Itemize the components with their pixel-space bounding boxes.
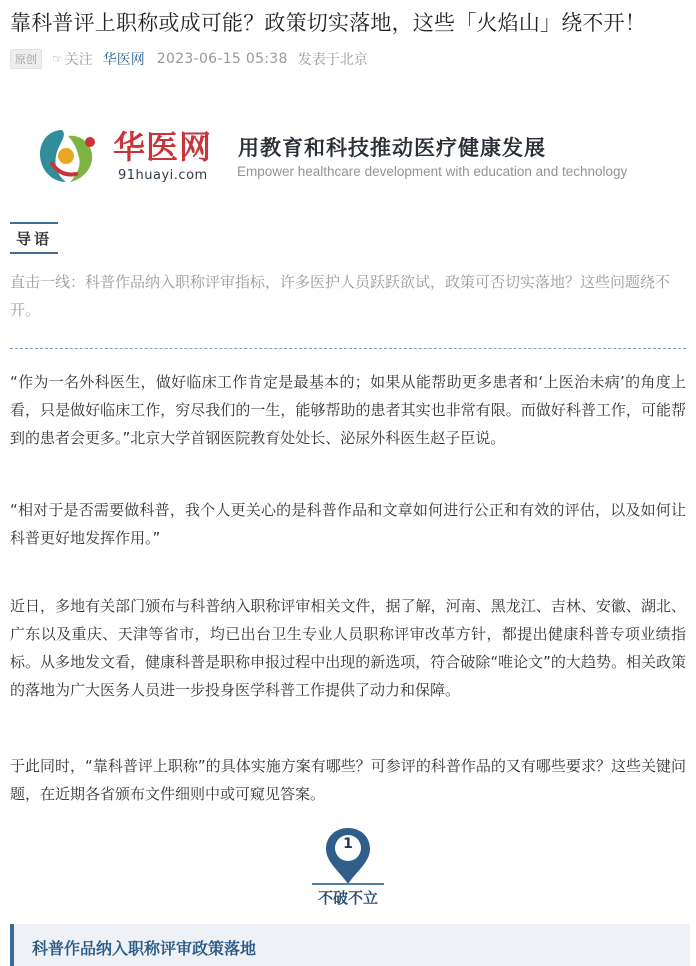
- dashed-divider: [10, 348, 686, 349]
- original-badge: 原创: [10, 49, 42, 69]
- brand-name-cn: 华医网: [113, 128, 213, 166]
- section-subheading: [10, 924, 690, 966]
- subheading-text: 科普作品纳入职称评审政策落地: [32, 939, 257, 958]
- body-paragraph-4: 于此同时，“靠科普评上职称”的具体实施方案有哪些？可参评的科普作品的又有哪些要求？这些关键问题，在近期各省颁布文件细则中或可窥见答案。: [10, 757, 686, 803]
- lead-text: 直击一线：科普作品纳入职称评审指标，许多医护人员跃跃欲试，政策可否切实落地？这些问题绕不开。: [10, 273, 671, 319]
- publish-location: 发表于北京: [297, 52, 368, 68]
- slogan-cn: 用教育和科技推动医疗健康发展: [238, 135, 546, 160]
- author-link[interactable]: 华医网: [102, 52, 145, 68]
- section-label: 不破不立: [317, 889, 378, 907]
- section-number: 1: [343, 836, 353, 852]
- slogan-en: Empower healthcare development with education and technology: [237, 164, 628, 179]
- brand-banner: [28, 118, 668, 196]
- article-meta: [10, 48, 368, 70]
- brand-domain: 91huayi.com: [118, 168, 208, 183]
- lead-tag: 导语: [10, 222, 58, 254]
- follow-label: 关注: [64, 52, 93, 68]
- publish-date: 2023-06-15 05:38: [156, 51, 288, 67]
- huayi-logo-icon: [32, 124, 102, 192]
- section-marker: [322, 826, 374, 886]
- body-paragraph-1: “作为一名外科医生，做好临床工作肯定是最基本的；如果从能帮助更多患者和‘上医治未病’的角度上看，只是做好临床工作，穷尽我们的一生，能够帮助的患者其实也非常有限。而做好科普工作，可能帮到的患者会更多。”北京大学首钢医院教育处处长、泌尿外科医生赵子臣说。: [10, 373, 686, 447]
- article-title: 靠科普评上职称或成可能？政策切实落地，这些「火焰山」绕不开！: [10, 11, 646, 35]
- body-paragraph-2: “相对于是否需要做科普，我个人更关心的是科普作品和文章如何进行公正和有效的评估，以及如何让科普更好地发挥作用。”: [10, 501, 686, 547]
- eye-icon: ☞: [52, 52, 63, 66]
- map-pin-icon: [322, 826, 374, 886]
- section-underline: [312, 883, 384, 885]
- follow-button[interactable]: [52, 49, 93, 69]
- body-paragraph-3: 近日，多地有关部门颁布与科普纳入职称评审相关文件，据了解，河南、黑龙江、吉林、安徽、湖北、广东以及重庆、天津等省市，均已出台卫生专业人员职称评审改革方针，都提出健康科普专项业绩指标。从多地发文看，健康科普是职称申报过程中出现的新选项，符合破除“唯论文”的大趋势。相关政策的落地为广大医务人员进一步投身医学科普工作提供了动力和保障。: [10, 597, 686, 699]
